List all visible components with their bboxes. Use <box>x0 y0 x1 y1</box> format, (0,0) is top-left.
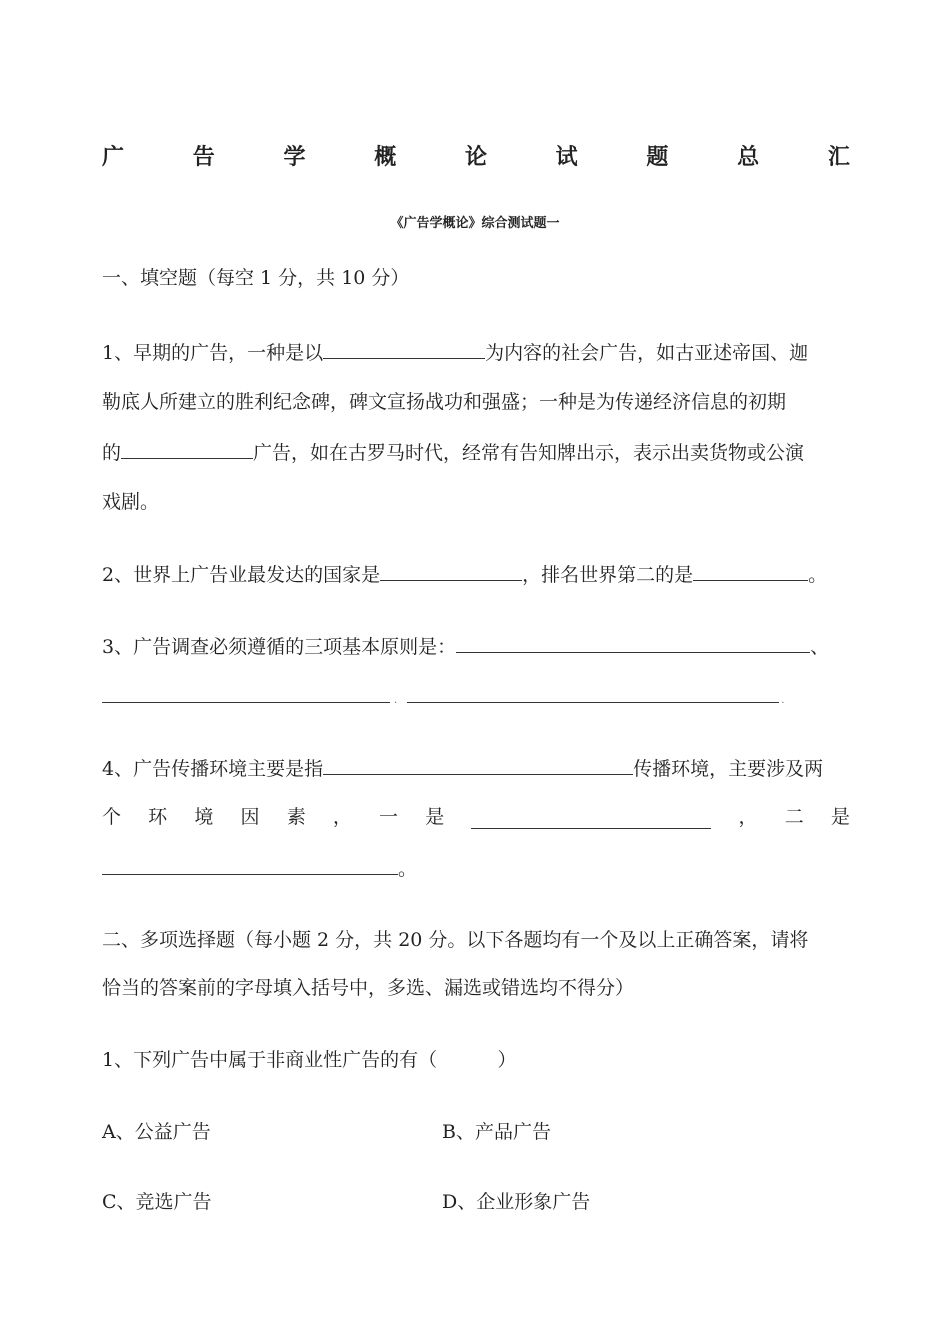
q2-text-b: ，排名世界第二的是 <box>522 564 694 586</box>
q4-char: ， <box>738 806 758 828</box>
q1-blank-2[interactable] <box>121 440 253 459</box>
title-char: 告 <box>192 145 215 170</box>
q4-line3 <box>102 856 417 881</box>
q2-line <box>102 562 827 587</box>
q1-line4: 戏剧。 <box>102 491 160 513</box>
title-char: 概 <box>374 145 397 170</box>
q3-dot-1: . <box>394 695 398 706</box>
q3-line1 <box>102 634 829 659</box>
q2-blank-2[interactable] <box>693 562 808 581</box>
q4-text-a: 4、广告传播环境主要是指 <box>102 758 324 780</box>
q2-text-c: 。 <box>808 564 828 586</box>
q4-blank-2[interactable] <box>471 810 711 829</box>
mc-q1-option-a[interactable]: A、公益广告 <box>102 1121 211 1143</box>
q3-line2 <box>102 684 784 713</box>
q1-blank-1[interactable] <box>323 340 485 359</box>
q3-blank-3[interactable] <box>407 684 779 703</box>
q4-text-b: 传播环境，主要涉及两 <box>633 758 824 780</box>
section2-heading-line1: 二、多项选择题（每小题 2 分，共 20 分。以下各题均有一个及以上正确答案，请将 <box>102 929 809 951</box>
q1-text-b: 为内容的社会广告，如古亚述帝国、迦 <box>485 342 809 364</box>
q4-char: 环 <box>148 806 168 828</box>
section2-heading-line2: 恰当的答案前的字母填入括号中，多选、漏选或错选均不得分） <box>102 977 635 999</box>
mc-q1-option-d[interactable]: D、企业形象广告 <box>442 1191 591 1213</box>
q4-char: 素 <box>286 806 306 828</box>
document-title <box>102 140 850 176</box>
q3-blank-1[interactable] <box>456 634 810 653</box>
title-char: 试 <box>555 145 578 170</box>
section1-heading: 一、填空题（每空 1 分，共 10 分） <box>102 267 410 289</box>
mc-q1-option-b[interactable]: B、产品广告 <box>442 1121 551 1143</box>
subtitle: 《广告学概论》综合测试题一 <box>390 216 560 231</box>
mc-q1-stem: 1、下列广告中属于非商业性广告的有（ ） <box>102 1049 517 1071</box>
title-char: 广 <box>102 145 125 170</box>
title-char: 题 <box>646 145 669 170</box>
q3-text-a: 3、广告调查必须遵循的三项基本原则是： <box>102 636 457 658</box>
q2-text-a: 2、世界上广告业最发达的国家是 <box>102 564 381 586</box>
q4-char: 因 <box>240 806 260 828</box>
q4-line2 <box>102 805 850 829</box>
q1-text-c: 的 <box>102 442 122 464</box>
q4-blank-1[interactable] <box>323 756 633 775</box>
title-char: 学 <box>283 145 306 170</box>
q4-char: ， <box>332 806 352 828</box>
q3-dot-2: . <box>781 695 785 706</box>
q4-char: 二 <box>784 806 804 828</box>
q4-text-end: 。 <box>398 858 418 880</box>
q4-char: 是 <box>830 806 850 828</box>
title-char: 论 <box>464 145 487 170</box>
q3-text-b: 、 <box>810 636 830 658</box>
q4-char: 境 <box>194 806 214 828</box>
q3-blank-2[interactable] <box>102 684 390 703</box>
title-char: 汇 <box>827 145 850 170</box>
title-char: 总 <box>737 145 760 170</box>
q1-line1 <box>102 340 808 365</box>
q4-blank-3[interactable] <box>102 856 398 875</box>
q1-text-d: 广告，如在古罗马时代，经常有告知牌出示，表示出卖货物或公演 <box>253 442 805 464</box>
q4-char: 个 <box>102 806 122 828</box>
q1-text-a: 1、早期的广告，一种是以 <box>102 342 324 364</box>
q2-blank-1[interactable] <box>380 562 522 581</box>
q1-line2: 勒底人所建立的胜利纪念碑，碑文宣扬战功和强盛；一种是为传递经济信息的初期 <box>102 391 787 413</box>
mc-q1-option-c[interactable]: C、竞选广告 <box>102 1191 212 1213</box>
q4-char: 一 <box>379 806 399 828</box>
q4-char: 是 <box>425 806 445 828</box>
q4-line1 <box>102 756 823 781</box>
q1-line3 <box>102 440 804 465</box>
